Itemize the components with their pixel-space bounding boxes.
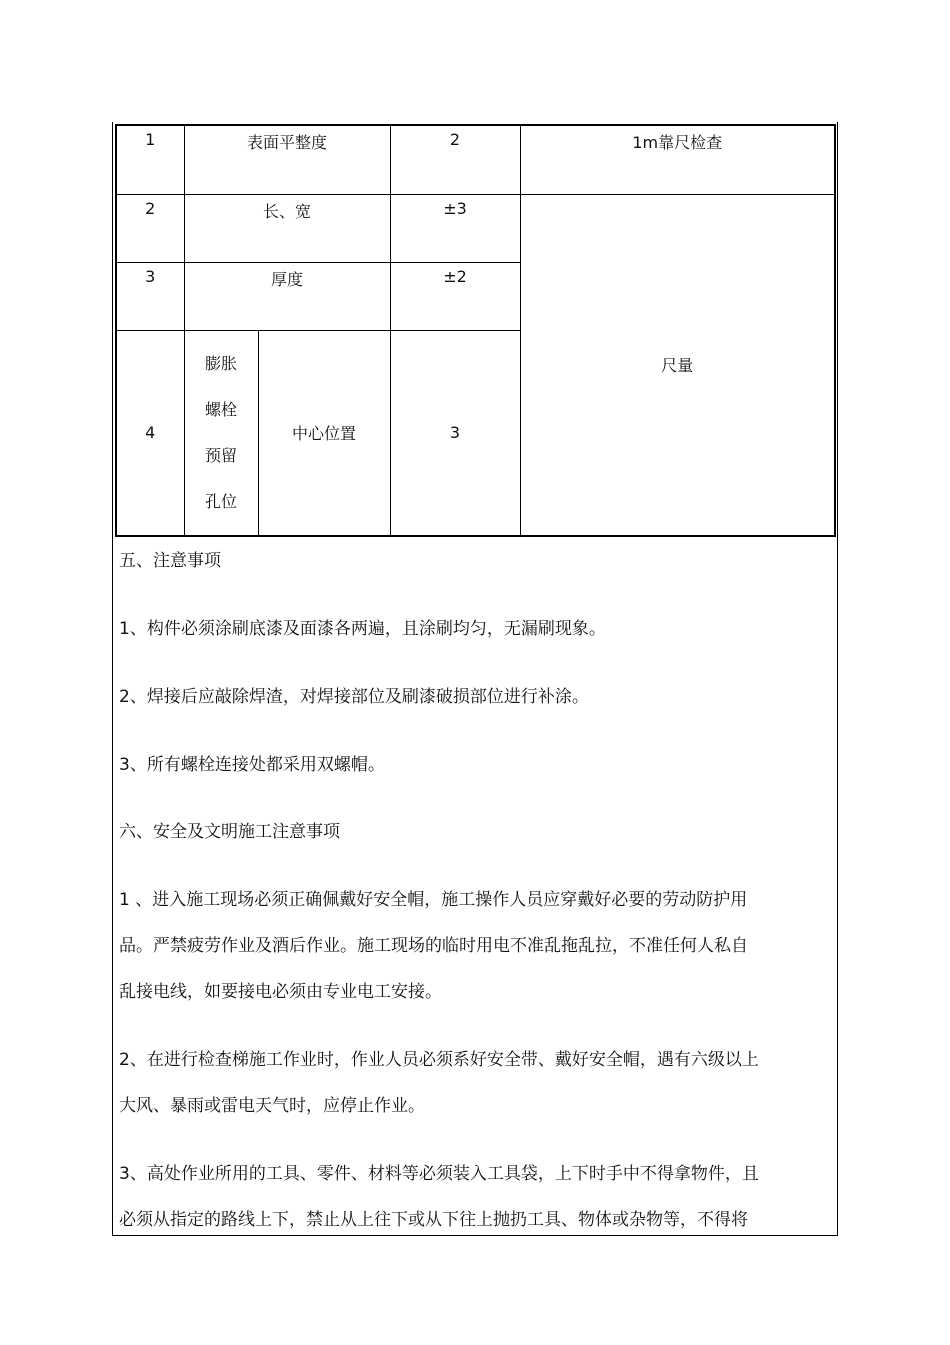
tolerance-table: [115, 124, 836, 537]
safety-line: 品。严禁疲劳作业及酒后作业。施工现场的临时用电不准乱拖乱拉，不准任何人私自: [119, 936, 748, 956]
check-method: 1m靠尺检查: [520, 125, 835, 194]
check-item-stacked: [184, 330, 258, 536]
row-number: 4: [116, 330, 184, 536]
tolerance-value: 3: [390, 330, 520, 536]
section-heading-safety: 六、安全及文明施工注意事项: [119, 822, 340, 842]
check-item: 厚度: [184, 262, 390, 330]
row-number: 3: [116, 262, 184, 330]
safety-line: 1 、进入施工现场必须正确佩戴好安全帽，施工操作人员应穿戴好必要的劳动防护用: [119, 890, 748, 910]
check-item: 长、宽: [184, 194, 390, 262]
tolerance-value: 2: [390, 125, 520, 194]
check-item-line: 膨胀: [204, 353, 237, 373]
safety-line: 大风、暴雨或雷电天气时，应停止作业。: [119, 1096, 425, 1116]
section-heading-notes: 五、注意事项: [119, 551, 221, 571]
tolerance-value: ±2: [390, 262, 520, 330]
table-row: [116, 125, 835, 194]
row-number: 1: [116, 125, 184, 194]
note-item: 2、焊接后应敲除焊渣，对焊接部位及刷漆破损部位进行补涂。: [119, 687, 589, 707]
row-number: 2: [116, 194, 184, 262]
safety-line: 3、高处作业所用的工具、零件、材料等必须装入工具袋，上下时手中不得拿物件，且: [119, 1164, 759, 1184]
check-subitem: 中心位置: [258, 330, 390, 536]
check-item-line: 预留: [204, 445, 237, 465]
tolerance-value: ±3: [390, 194, 520, 262]
safety-line: 2、在进行检查梯施工作业时，作业人员必须系好安全带、戴好安全帽，遇有六级以上: [119, 1050, 759, 1070]
check-item-line: 螺栓: [204, 399, 237, 419]
safety-line: 乱接电线，如要接电必须由专业电工安接。: [119, 982, 442, 1002]
check-method: 尺量: [520, 194, 835, 536]
table-row: [116, 194, 835, 262]
safety-line: 必须从指定的路线上下，禁止从上往下或从下往上抛扔工具、物体或杂物等，不得将: [119, 1210, 748, 1230]
check-item-line: 孔位: [204, 491, 237, 511]
check-item: 表面平整度: [184, 125, 390, 194]
note-item: 3、所有螺栓连接处都采用双螺帽。: [119, 755, 385, 775]
note-item: 1、构件必须涂刷底漆及面漆各两遍，且涂刷均匀，无漏刷现象。: [119, 619, 606, 639]
